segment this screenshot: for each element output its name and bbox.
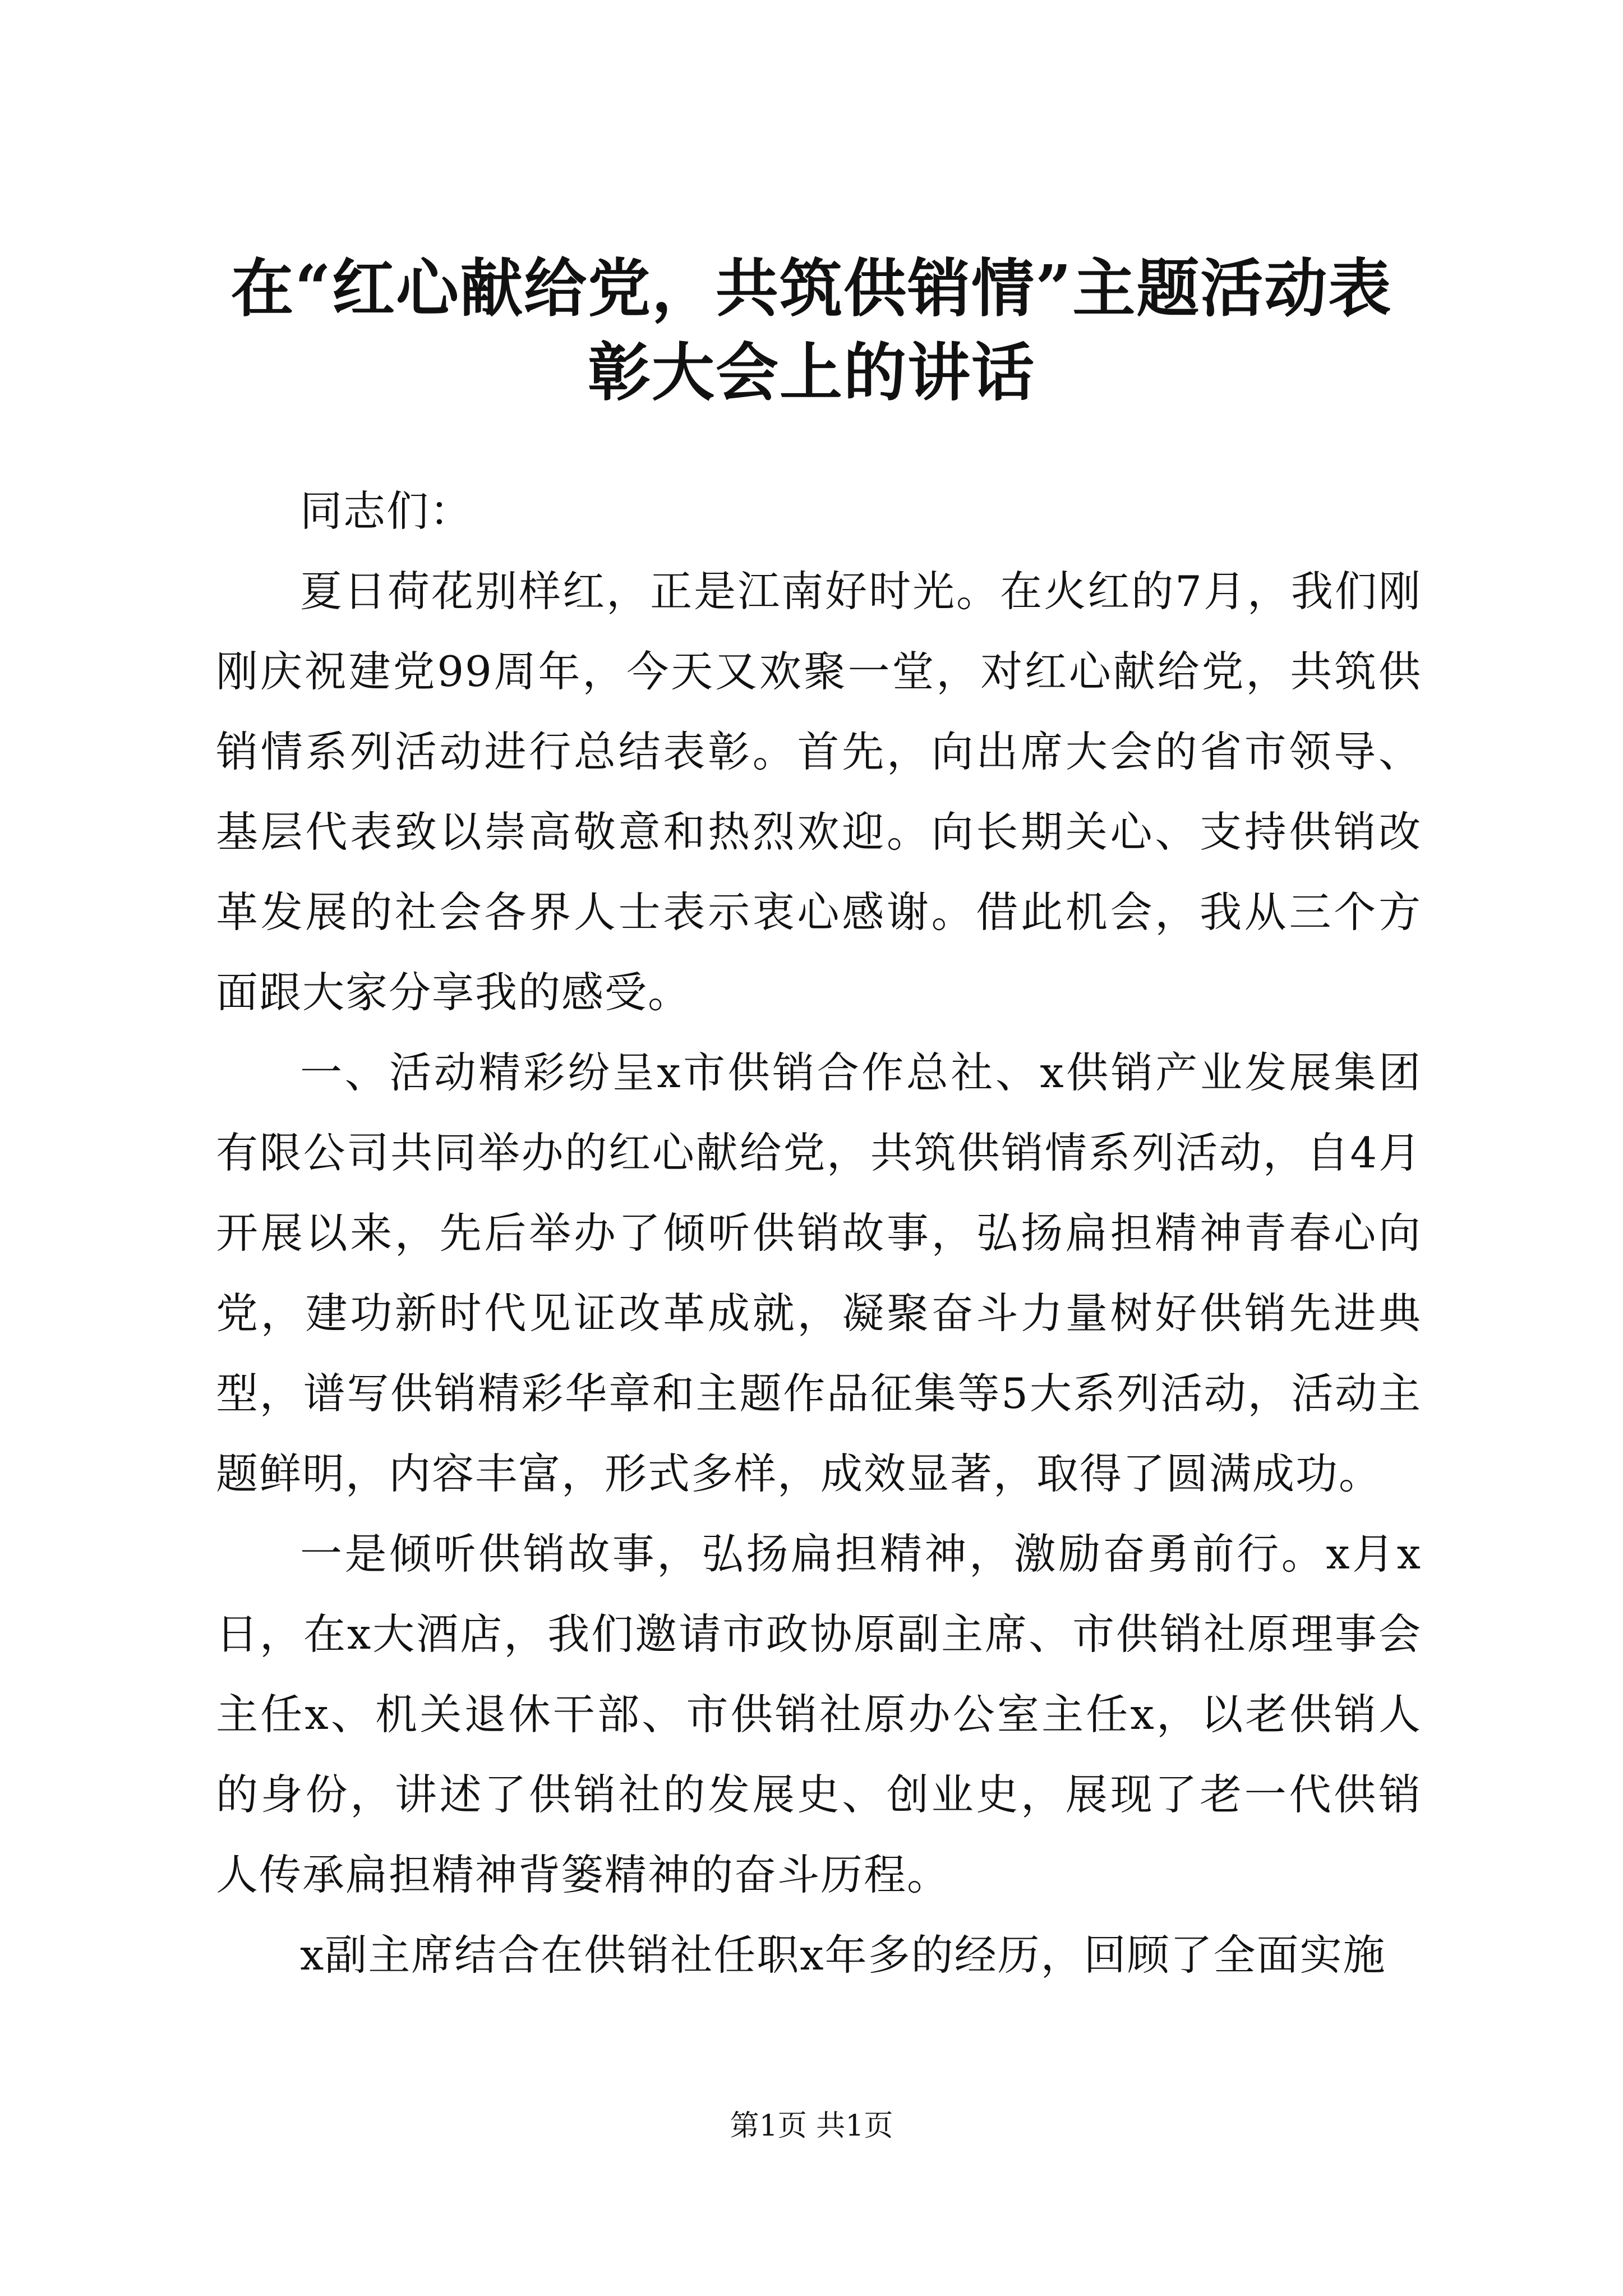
body-paragraph: 一是倾听供销故事，弘扬扁担精神，激励奋勇前行。x月x日，在x大酒店，我们邀请市政协原副主席、市供销社原理事会主任x、机关退休干部、市供销社原办公室主任x，以老供销人的身份，讲述了供销社的发展史、创业史，展现了老一代供销人传承扁担精神背篓精神的奋斗历程。 — [216, 1529, 1422, 1899]
body-paragraph: 夏日荷花别样红，正是江南好时光。在火红的7月，我们刚刚庆祝建党99周年，今天又欢聚一堂，对红心献给党，共筑供销情系列活动进行总结表彰。首先，向出席大会的省市领导、基层代表致以崇高敬意和热烈欢迎。向长期关心、支持供销改革发展的社会各界人士表示衷心感谢。借此机会，我从三个方面跟大家分享我的感受。 — [216, 567, 1422, 1017]
page-footer: 第1页 共1页 — [730, 2109, 893, 2143]
salutation-paragraph: 同志们： — [300, 486, 473, 536]
document-title: 在“红心献给党，共筑供销情”主题活动表彰大会上的讲话 — [230, 252, 1393, 409]
body-paragraph: x副主席结合在供销社任职x年多的经历，回顾了全面实施 — [300, 1930, 1386, 1980]
body-paragraph: 一、活动精彩纷呈x市供销合作总社、x供销产业发展集团有限公司共同举办的红心献给党，共筑供销情系列活动，自4月开展以来，先后举办了倾听供销故事，弘扬扁担精神青春心向党，建功新时代见证改革成就，凝聚奋斗力量树好供销先进典型，谱写供销精彩华章和主题作品征集等5大系列活动，活动主题鲜明，内容丰富，形式多样，成效显著，取得了圆满成功。 — [216, 1048, 1422, 1498]
document-body — [216, 471, 1422, 1995]
